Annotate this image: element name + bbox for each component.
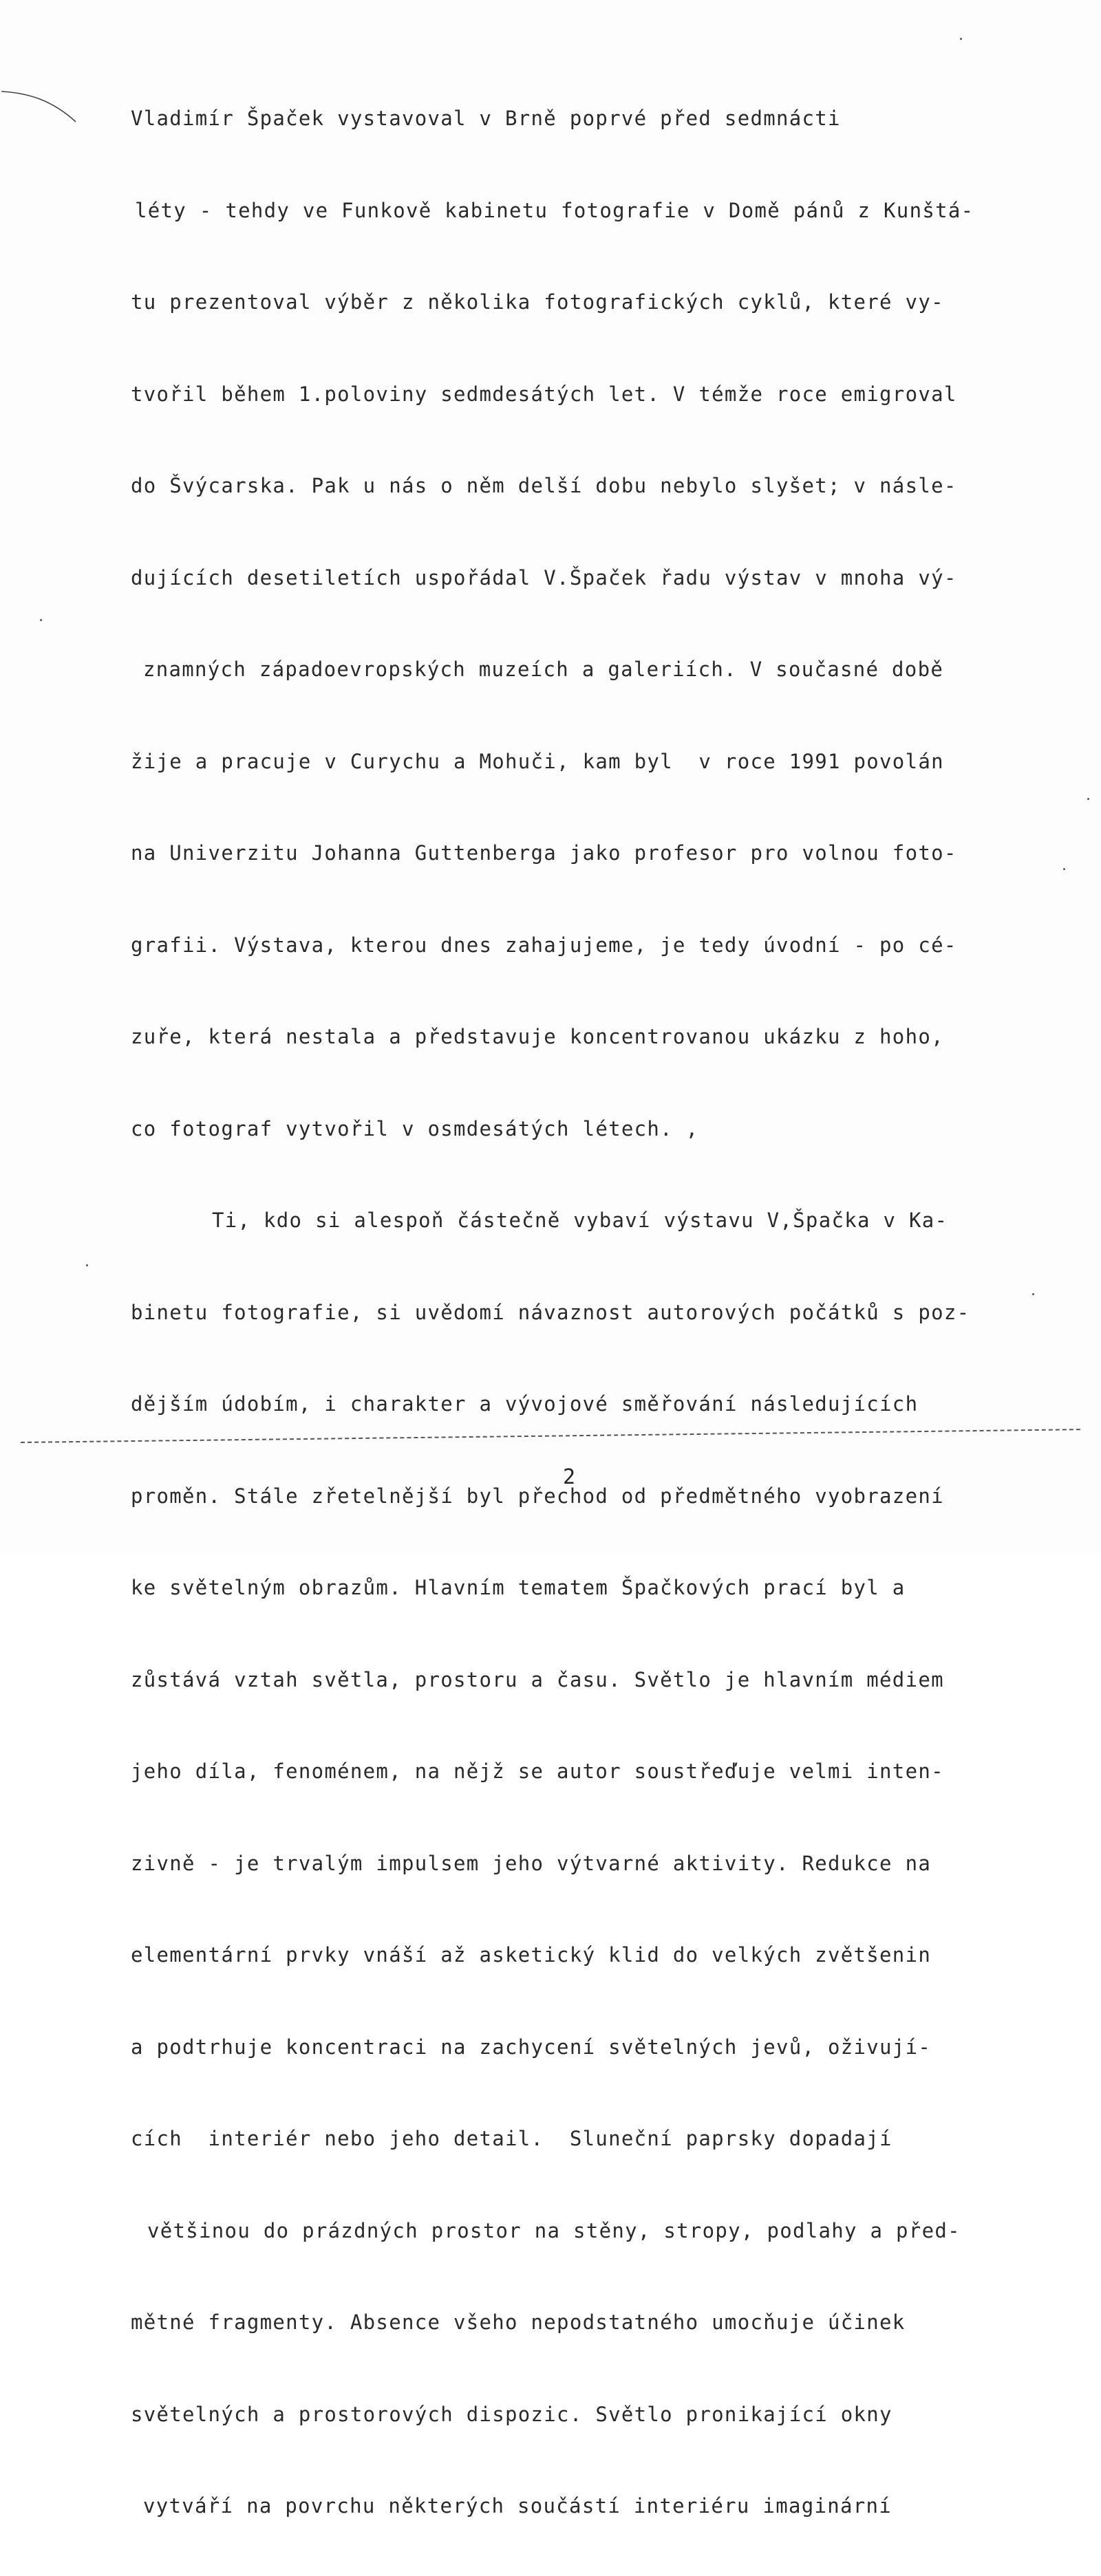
- text-line: co fotograf vytvořil v osmdesátých létech. ,: [131, 1116, 699, 1140]
- dust-speck: [960, 38, 962, 40]
- margin-pen-mark: [0, 86, 83, 127]
- dust-speck: [40, 619, 42, 621]
- dust-speck: [1087, 798, 1089, 800]
- text-line: do Švýcarska. Pak u nás o něm delší dobu nebylo slyšet; v násle-: [131, 474, 957, 497]
- text-line: léty - tehdy ve Funkově kabinetu fotografie v Domě pánů z Kunštá-: [135, 198, 974, 222]
- text-line: světelných a prostorových dispozic. Světlo pronikající okny: [131, 2402, 892, 2426]
- text-line: grafii. Výstava, kterou dnes zahajujeme, je tedy úvodní - po cé-: [131, 933, 957, 957]
- text-line: zůstává vztah světla, prostoru a času. Světlo je hlavním médiem: [131, 1667, 944, 1691]
- text-line: zuře, která nestala a představuje koncentrovanou ukázku z hoho,: [131, 1025, 944, 1048]
- text-line: tvořil během 1.poloviny sedmdesátých let. V témže roce emigroval: [131, 382, 957, 406]
- text-line: mětné fragmenty. Absence všeho nepodstatného umocňuje účinek: [131, 2310, 906, 2334]
- text-line: elementární prvky vnáší až asketický klid do velkých zvětšenin: [131, 1943, 932, 1967]
- text-line: dějším údobím, i charakter a vývojové směřování následujících: [131, 1392, 919, 1416]
- typed-body-text: [131, 50, 1046, 2576]
- dust-speck: [1032, 1293, 1034, 1295]
- text-line: vytváří na povrchu některých součástí interiéru imaginární: [143, 2494, 892, 2518]
- text-line: proměn. Stále zřetelnější byl přechod od předmětného vyobrazení: [131, 1484, 944, 1508]
- text-line: cích interiér nebo jeho detail. Sluneční paprsky dopadají: [131, 2127, 892, 2150]
- dust-speck: [1063, 868, 1065, 870]
- dust-speck: [86, 1264, 88, 1266]
- text-line: binetu fotografie, si uvědomí návaznost autorových počátků s poz-: [131, 1300, 970, 1324]
- paragraph-first-line: Ti, kdo si alespoň částečně vybaví výstavu V,Špačka v Ka-: [212, 1209, 948, 1232]
- text-line: jeho díla, fenoménem, na nějž se autor soustřeďuje velmi inten-: [131, 1760, 944, 1783]
- text-line: většinou do prázdných prostor na stěny, stropy, podlahy a před-: [147, 2218, 961, 2242]
- text-line: ke světelným obrazům. Hlavním tematem Špačkových prací byl a: [131, 1576, 906, 1599]
- text-line: Vladimír Špaček vystavoval v Brně poprvé před sedmnácti: [131, 107, 841, 130]
- page-number: 2: [563, 1465, 576, 1489]
- text-line: žije a pracuje v Curychu a Mohuči, kam byl v roce 1991 povolán: [131, 749, 944, 773]
- text-line: znamných západoevropských muzeích a galeriích. V současné době: [143, 658, 944, 681]
- text-line: zivně - je trvalým impulsem jeho výtvarné aktivity. Redukce na: [131, 1851, 932, 1875]
- text-line: a podtrhuje koncentraci na zachycení světelných jevů, oživují-: [131, 2035, 932, 2059]
- text-line: na Univerzitu Johanna Guttenberga jako profesor pro volnou foto-: [131, 841, 957, 865]
- text-line: dujících desetiletích uspořádal V.Špaček řadu výstav v mnoha vý-: [131, 565, 957, 589]
- text-line: tu prezentoval výběr z několika fotografických cyklů, které vy-: [131, 290, 944, 314]
